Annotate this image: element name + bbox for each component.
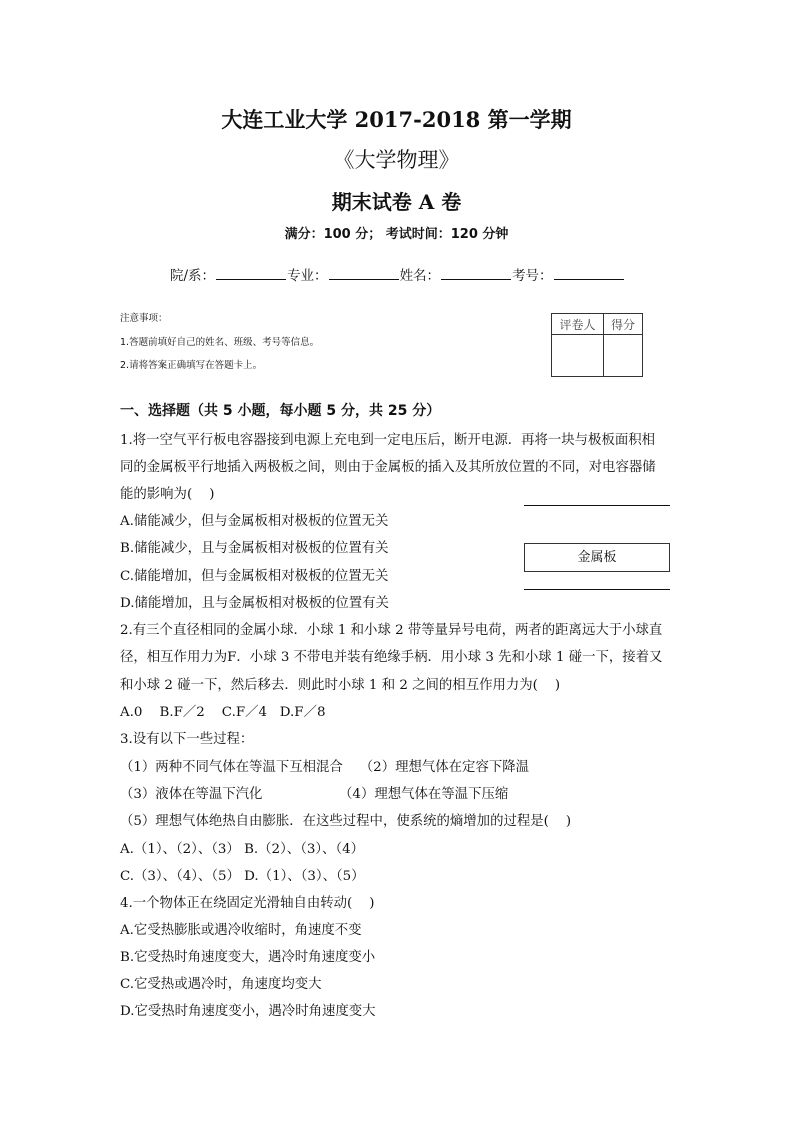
score-header: 得分 [604,314,643,335]
question-line: 能的影响为( ) [120,487,215,502]
score-cell[interactable] [604,335,643,377]
question-line: 4.一个物体正在绕固定光滑轴自由转动( ) [120,896,375,911]
exam-number-blank[interactable] [554,267,624,280]
field-label: 姓名： [399,268,441,284]
student-fields [170,264,625,284]
question-line: （3）液体在等温下汽化 （4）理想气体在等温下压缩 [120,787,509,802]
field-label: 专业： [287,268,328,284]
question-line: A.它受热膨胀或遇冷收缩时，角速度不变 [120,923,362,938]
question-line: A.0 B.F／2 C.F／4 D.F／8 [120,705,326,720]
question-line: 同的金属板平行地插入两极板之间，则由于金属板的插入及其所放位置的不同，对电容器储 [120,460,656,475]
question-line: 和小球 2 碰一下，然后移去．则此时小球 1 和 2 之间的相互作用力为( ) [120,678,561,693]
notes-title: 注意事项： [120,313,168,324]
question-line: （1）两种不同气体在等温下互相混合 （2）理想气体在定容下降温 [120,760,530,775]
capacitor-plate-top [524,505,670,506]
question-line: B.它受热时角速度变大，遇冷时角速度变小 [120,950,376,965]
grader-cell[interactable] [552,335,604,377]
question-line: 2.有三个直径相同的金属小球．小球 1 和小球 2 带等量异号电荷，两者的距离远大于小球直 [120,623,663,638]
question-line: A.储能减少，但与金属板相对极板的位置无关 [120,514,389,529]
course-title: 《大学物理》 [333,148,460,172]
note-item: 1.答题前填好自己的姓名、班级、考号等信息。 [120,337,320,348]
exam-title: 大连工业大学 2017-2018 第一学期 [221,107,572,132]
name-blank[interactable] [441,267,511,280]
question-line: C.（3）、（4）、（5） D.（1）、（3）、（5） [120,869,365,884]
question-line: C.储能增加，但与金属板相对极板的位置无关 [120,569,389,584]
field-label: 考号： [512,268,553,284]
question-line: C.它受热或遇冷时，角速度均变大 [120,977,322,992]
question-line: A.（1）、（2）、（3） B.（2）、（3）、（4） [120,842,365,857]
grade-table [551,313,643,377]
question-line: 径，相互作用力为F．小球 3 不带电并装有绝缘手柄．用小球 3 先和小球 1 碰一下，接着又 [120,650,663,665]
section-heading: 一、选择题（共 5 小题，每小题 5 分，共 25 分） [120,403,441,419]
note-item: 2.请将答案正确填写在答题卡上。 [120,360,263,371]
exam-subtitle: 期末试卷 A 卷 [331,190,462,214]
major-blank[interactable] [329,267,399,280]
capacitor-plate-bottom [524,589,670,590]
metal-plate: 金属板 [524,543,670,572]
question-line: D.储能增加，且与金属板相对极板的位置有关 [120,596,389,611]
grader-header: 评卷人 [552,314,604,335]
question-line: 3.设有以下一些过程： [120,732,254,747]
question-line: D.它受热时角速度变小，遇冷时角速度变大 [120,1004,376,1019]
field-label: 院/系： [170,268,216,284]
question-line: B.储能减少，且与金属板相对极板的位置有关 [120,541,389,556]
department-blank[interactable] [216,267,286,280]
question-line: （5）理想气体绝热自由膨胀．在这些过程中，使系统的熵增加的过程是( ) [120,814,572,829]
score-info: 满分：100 分； 考试时间：120 分钟 [284,227,509,242]
question-line: 1.将一空气平行板电容器接到电源上充电到一定电压后，断开电源．再将一块与极板面积相 [120,433,656,448]
